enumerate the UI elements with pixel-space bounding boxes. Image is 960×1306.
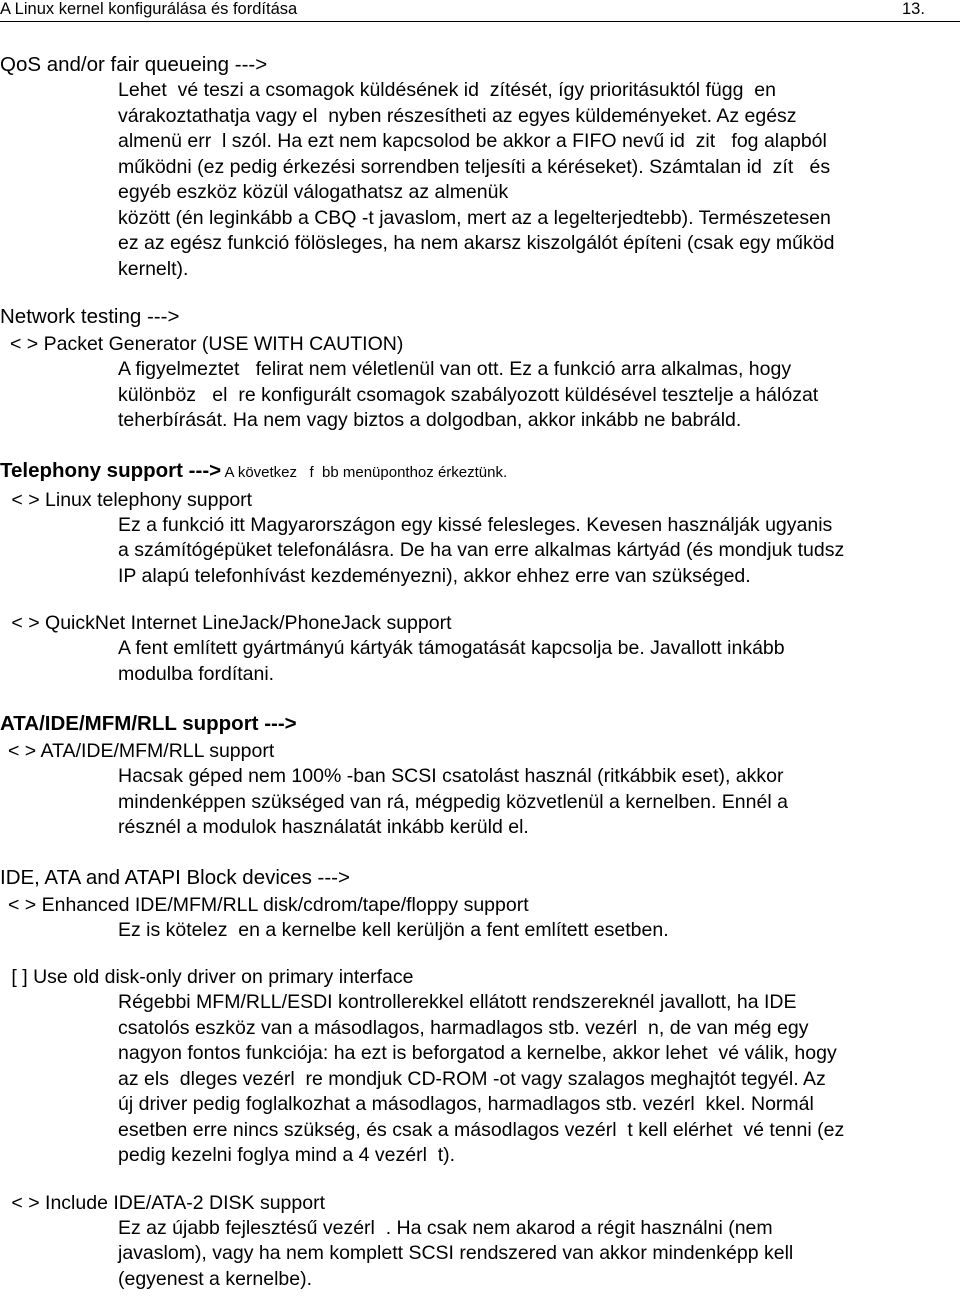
- telephony-title: Telephony support --->: [0, 458, 222, 482]
- old-disk-driver-description: Régebbi MFM/RLL/ESDI kontrollerekkel ellátott rendszereknél javallott, ha IDE csatolós eszköz van a másodlagos, harmadlagos stb. vezérl n, de van még egy nagyon fontos funkciója: ha ezt is beforgatod a kernelbe, akkor lehet vé válik, hogy az els dleges vezérl re mondjuk CD-ROM -ot vagy szalagos meghajtót tegyél. Az új driver pedig foglalkozhat a másodlagos, harmadlagos stb. vezérl kkel. Normál esetben erre nincs szükség, és csak a másodlagos vezérl t kell elérhet vé tenni (ez pedig kezelni foglya mind a 4 vezérl t).: [118, 991, 845, 1166]
- ide-section-title: IDE, ATA and ATAPI Block devices --->: [0, 865, 350, 889]
- ide-ata2-option: < > Include IDE/ATA-2 DISK support: [6, 1191, 326, 1214]
- telephony-section-title: [0, 456, 960, 488]
- ide-ata2-description: Ez az újabb fejlesztésű vezérl . Ha csak nem akarod a régit használni (nem javaslom), vagy ha nem komplett SCSI rendszered van akkor mindenképp kell (egyenest a kernelbe).: [118, 1216, 794, 1290]
- qos-section-title: QoS and/or fair queueing --->: [0, 53, 268, 76]
- page-header: [0, 0, 960, 21]
- quicknet-description: A fent említett gyártmányú kártyák támogatását kapcsolja be. Javallott inkább modulba fordítani.: [118, 637, 785, 685]
- linux-telephony-description: Ez a funkció itt Magyarországon egy kissé felesleges. Kevesen használják ugyanis a számítógépüket telefonálásra. De ha van erre alkalmas kártyád (és mondjuk tudsz IP alapú telefonhívást kezdeményezni), akkor ehhez erre van szükséged.: [118, 513, 845, 587]
- header-rule: [0, 21, 960, 22]
- packet-generator-option: < > Packet Generator (USE WITH CAUTION): [10, 333, 404, 355]
- enhanced-ide-description: Ez is kötelez en a kernelbe kell kerüljön a fent említett esetben.: [118, 918, 669, 941]
- header-page-number: 13.: [902, 0, 925, 18]
- ata-option: < > ATA/IDE/MFM/RLL support: [8, 740, 275, 762]
- packet-generator-description: A figyelmeztet felirat nem véletlenül van ott. Ez a funkció arra alkalmas, hogy különböz el re konfigurált csomagok szabályozott küldésével tesztelje a hálózat teherbírását. Ha nem vagy biztos a dolgodban, akkor inkább ne babráld.: [118, 358, 819, 431]
- network-testing-title: Network testing --->: [0, 305, 180, 328]
- document-body: [0, 48, 960, 1292]
- old-disk-driver-option: [ ] Use old disk-only driver on primary interface: [6, 966, 414, 988]
- enhanced-ide-option: < > Enhanced IDE/MFM/RLL disk/cdrom/tape/floppy support: [8, 893, 529, 916]
- telephony-title-note: A következ f bb menüponthoz érkeztünk.: [221, 463, 508, 481]
- linux-telephony-option: < > Linux telephony support: [6, 488, 253, 511]
- quicknet-option: < > QuickNet Internet LineJack/PhoneJack support: [6, 612, 452, 634]
- ata-section-title: ATA/IDE/MFM/RLL support --->: [0, 712, 297, 735]
- ata-description: Hacsak géped nem 100% -ban SCSI csatolást használ (ritkábbik eset), akkor mindenképpen szükséged van rá, mégpedig közvetlenül a kernelben. Ennél a résznél a modulok használatát inkább kerüld el.: [118, 765, 788, 838]
- qos-description: Lehet vé teszi a csomagok küldésének id zítését, így prioritásuktól függ en várakoztathatja vagy el nyben részesítheti az egyes küldeményeket. Az egész almenü err l szól. Ha ezt nem kapcsolod be akkor a FIFO nevű id zit fog alapból működni (ez pedig érkezési sorrendben teljesíti a kéréseket). Számtalan id zít és egyéb eszköz közül válogathatsz az almenük között (én leginkább a CBQ -t javaslom, mert az a legelterjedtebb). Természetesen ez az egész funkció fölösleges, ha nem akarsz kiszolgálót építeni (csak egy működ kernelt).: [118, 79, 835, 280]
- header-title: A Linux kernel konfigurálása és fordítása: [0, 0, 298, 18]
